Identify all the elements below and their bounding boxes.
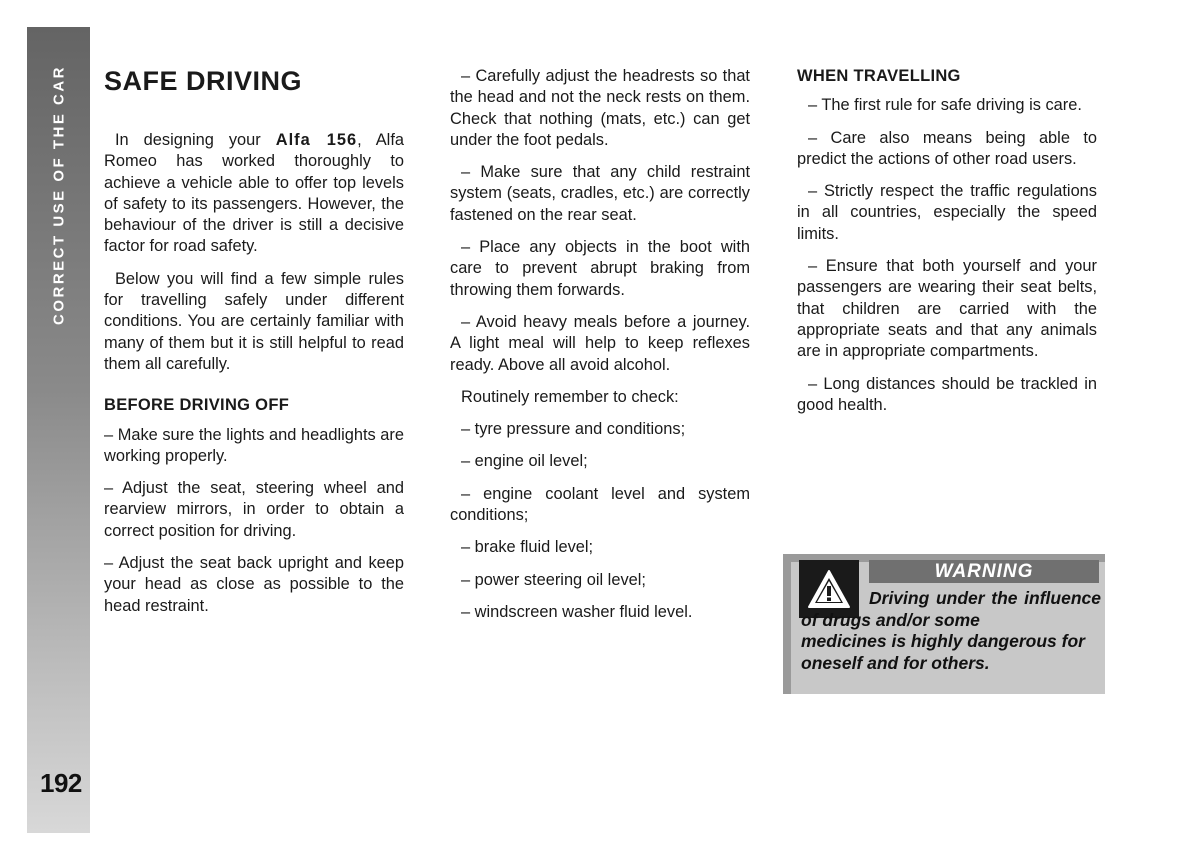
section-label: CORRECT USE OF THE CAR [50, 64, 68, 326]
warning-bevel-left [783, 554, 791, 694]
check-item: – engine coolant level and system conditions; [450, 484, 750, 525]
check-item: – tyre pressure and conditions; [461, 420, 686, 439]
page-number: 192 [40, 768, 82, 798]
check-item: – brake fluid level; [461, 538, 594, 557]
section-heading-when-travelling: WHEN TRAVELLING [797, 67, 961, 85]
column-3 [797, 66, 1097, 427]
list-item: – Long distances should be trackled in good health. [797, 374, 1097, 414]
intro-paragraph-2: Below you will find a few simple rules for travelling safely under different conditions. You are certainly familiar with many of them but it is still helpful to read them all carefully. [104, 269, 404, 373]
warning-text-rest: medicines is highly dangerous for oneself and for others. [801, 631, 1085, 673]
check-intro: Routinely remember to check: [461, 387, 679, 406]
warning-title: WARNING [869, 560, 1099, 583]
list-item: – Make sure the lights and headlights are working properly. [104, 425, 404, 465]
check-item: – engine oil level; [461, 452, 588, 471]
warning-box [783, 554, 1105, 694]
warning-text [801, 588, 1101, 674]
intro-prefix: In designing your [115, 131, 261, 149]
list-item: – Adjust the seat, steering wheel and rearview mirrors, in order to obtain a correct position for driving. [104, 479, 404, 540]
list-item: – Care also means being able to predict the actions of other road users. [797, 128, 1097, 168]
column-2 [450, 66, 750, 634]
intro-rest: , Alfa Romeo has worked thoroughly to achieve a vehicle able to offer top levels of safety to its passengers. However, the behaviour of the driver is still a decisive factor for road safety. [104, 131, 404, 256]
list-item: – Make sure that any child restraint system (seats, cradles, etc.) are correctly fastened on the rear seat. [450, 163, 750, 224]
intro-paragraph [104, 130, 404, 258]
list-item: – Strictly respect the traffic regulations in all countries, especially the speed limits. [797, 182, 1097, 243]
warning-text-line1: Driving under the influence of drugs and/or some [801, 588, 1101, 630]
brand-name: Alfa 156 [275, 131, 358, 149]
page-title: SAFE DRIVING [104, 66, 303, 96]
check-item: – windscreen washer fluid level. [461, 602, 693, 621]
list-item: – Ensure that both yourself and your passengers are wearing their seat belts, that children are carried with the appropriate seats and that any animals are in appropriate compartments. [797, 257, 1097, 361]
check-item: – power steering oil level; [461, 570, 646, 589]
section-heading-before-driving: BEFORE DRIVING OFF [104, 396, 290, 415]
list-item: – Place any objects in the boot with care to prevent abrupt braking from throwing them forwards. [450, 238, 750, 299]
column-1 [104, 66, 404, 628]
list-item: – The first rule for safe driving is care. [808, 96, 1082, 115]
list-item: – Adjust the seat back upright and keep your head as close as possible to the head restraint. [104, 554, 404, 615]
list-item: – Avoid heavy meals before a journey. A light meal will help to keep reflexes ready. Above all avoid alcohol. [450, 312, 750, 374]
list-item: – Carefully adjust the headrests so that the head and not the neck rests on them. Check that nothing (mats, etc.) can get under the foot pedals. [450, 67, 750, 149]
